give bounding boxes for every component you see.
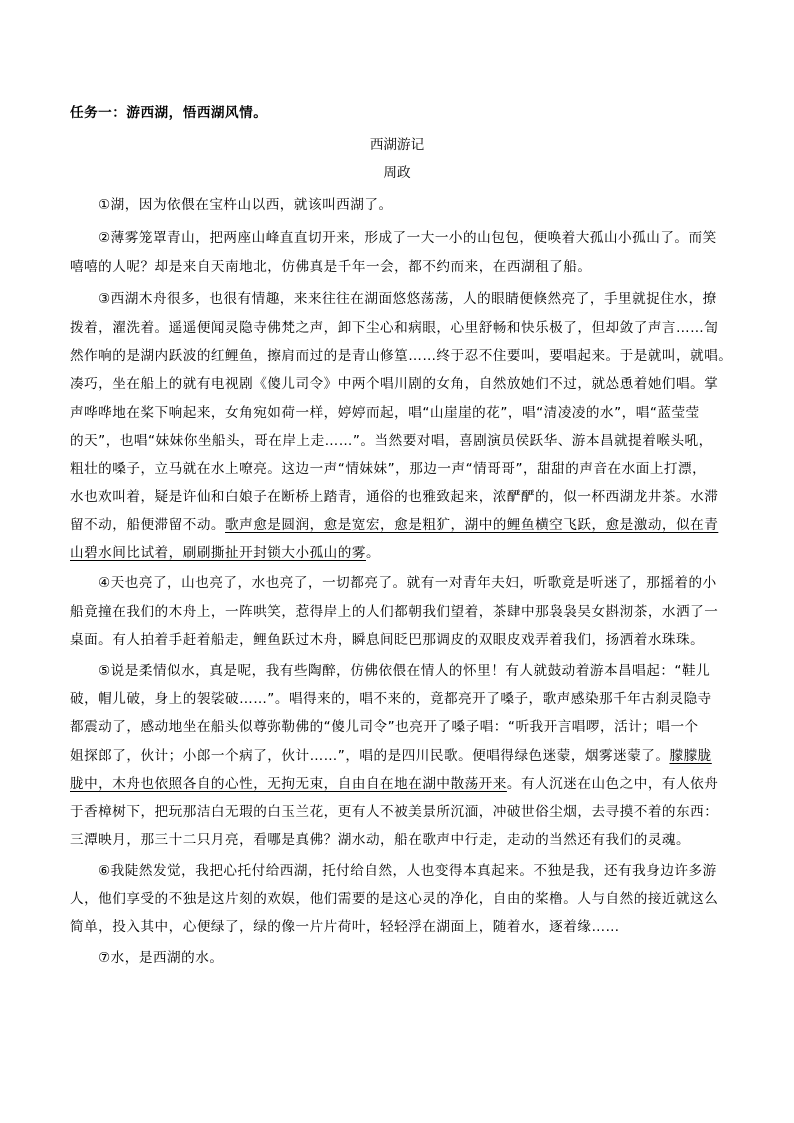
text-span: 人，他们享受的不独是这片刻的欢娱，他们需要的是这心灵的净化，自由的桨橹。人与自然的接近就这么: [70, 891, 719, 907]
text-line: [70, 318, 730, 338]
text-span: ②薄雾笼罩青山，把两座山峰直直切开来，形成了一大一小的山包包，便唤着大孤山小孤山了。而笑: [98, 230, 717, 246]
text-line: [70, 630, 730, 650]
text-span: 水也欢叫着，疑是许仙和白娘子在断桥上踏青，通俗的也雅致起来，浓酽酽的，似一杯西湖龙井茶。水滞: [70, 489, 719, 505]
text-line: [70, 717, 730, 737]
text-span: 声哗哗地在桨下响起来，女角宛如荷一样，婷婷而起，唱“山崖崖的花”，唱“清凌凌的水”，唱“蓝莹莹: [70, 405, 700, 421]
text-line: [70, 374, 730, 394]
text-line: [70, 917, 730, 937]
text-line: [70, 403, 730, 423]
text-span: 于香樟树下，把玩那洁白无瑕的白玉兰花，更有人不被美景所沉湎，冲破世俗尘烟，去寻摸不着的东西：: [70, 804, 719, 820]
underlined-text: 山碧水间比试着，刷刷撕扯开封锁大小孤山的雾: [70, 545, 366, 561]
text-line: [70, 774, 730, 794]
text-span: 简单，投入其中，心便绿了，绿的像一片片荷叶，轻轻浮在湖面上，随着水，逐着缘……: [70, 919, 620, 935]
text-span: 粗壮的嗓子，立马就在水上嘹亮。这边一声“情妹妹”，那边一声“情哥哥”，甜甜的声音在水面上打漂，: [70, 461, 707, 477]
text-span: 。: [365, 545, 381, 561]
text-span: ①湖，因为依偎在宝杵山以西，就该叫西湖了。: [98, 197, 393, 213]
text-line: [70, 948, 758, 968]
text-line: [70, 515, 730, 535]
text-line: [70, 228, 758, 248]
text-line: [70, 195, 758, 215]
underlined-text: 朦朦胧: [669, 748, 712, 764]
text-span: 船竟撞在我们的木舟上，一阵哄笑，惹得岸上的人们都朝我们望着，茶肆中那袅袅吴女斟沏茶，水洒了一: [70, 604, 719, 620]
text-span: ⑥我陡然发觉，我把心托付给西湖，托付给自然，人也变得本真起来。不独是我，还有我身边许多游: [98, 863, 717, 879]
text-span: 都震动了，感动地坐在船头似尊弥勒佛的“傻儿司令”也亮开了嗓子唱：“听我开言唱啰，活计；唱一个: [70, 719, 699, 735]
text-line: [70, 689, 730, 709]
text-span: 凑巧，坐在船上的就有电视剧《傻儿司令》中两个唱川剧的女角，自然放她们不过，就怂恿着她们唱。掌: [70, 376, 719, 392]
text-line: [70, 661, 758, 681]
text-line: [70, 889, 730, 909]
text-line: [70, 830, 730, 850]
text-span: ④天也亮了，山也亮了，水也亮了，一切都亮了。就有一对青年夫妇，听歌竟是听迷了，那摇着的小: [98, 575, 717, 591]
text-line: [70, 746, 730, 766]
text-line: [70, 431, 730, 451]
text-span: 的天”，也唱“妹妹你坐船头，哥在岸上走……”。当然要对唱，喜剧演员侯跃华、游本昌就提着喉头吼，: [70, 433, 713, 449]
text-span: 破，帽儿破，身上的袈裟破……”。唱得来的，唱不来的，竟都亮开了嗓子，歌声感染那千年古刹灵隐寺: [70, 691, 712, 707]
text-span: 拨着，濯洗着。遥遥便闻灵隐寺佛梵之声，卸下尘心和病眼，心里舒畅和快乐极了，但却敛了声言……訇: [70, 320, 719, 336]
article-author: 周政: [383, 165, 411, 181]
underlined-text: 歌声愈是圆润，愈是宽宏，愈是粗犷，湖中的鲤鱼横空飞跃，愈是激动，似在青: [225, 517, 719, 533]
text-line: [70, 573, 758, 593]
text-span: 留不动，船便滞留不动。: [70, 517, 226, 533]
text-span: 桌面。有人拍着手赶着船走，鲤鱼跃过木舟，瞬息间眨巴那调皮的双眼皮戏弄着我们，扬洒着水珠珠。: [70, 632, 705, 648]
text-line: [70, 346, 733, 366]
text-line: [70, 289, 758, 309]
text-span: 然作响的是湖内跃波的红鲤鱼，擦肩而过的是青山修篁……终于忍不住要叫，要唱起来。于是就叫，就唱。: [70, 348, 733, 364]
text-span: 。有人沉迷在山色之中，有人依舟: [506, 776, 719, 792]
text-line: [70, 543, 730, 563]
text-span: ③西湖木舟很多，也很有情趣，来来往往在湖面悠悠荡荡，人的眼睛便倏然亮了，手里就捉住水，撩: [98, 291, 717, 307]
text-span: 嘻嘻的人呢？却是来自天南地北，仿佛真是千年一会，都不约而来，在西湖租了船。: [70, 259, 592, 275]
task-heading: 任务一：游西湖，悟西湖风情。: [70, 105, 268, 121]
text-line: [70, 257, 730, 277]
text-span: 三潭映月，那三十二只月亮，看哪是真佛？湖水动，船在歌声中行走，走动的当然还有我们的灵魂。: [70, 832, 691, 848]
text-span: 姐探郎了，伙计；小郎一个病了，伙计……”，唱的是四川民歌。便唱得绿色迷蒙，烟雾迷蒙了。: [70, 748, 670, 764]
text-line: [70, 602, 730, 622]
text-line: [70, 802, 730, 822]
article-title: 西湖游记: [369, 137, 425, 153]
text-span: ⑦水，是西湖的水。: [98, 950, 224, 966]
text-line: [70, 861, 758, 881]
text-line: [70, 459, 730, 479]
text-span: ⑤说是柔情似水，真是呢，我有些陶醉，仿佛依偎在情人的怀里！有人就鼓动着游本昌唱起：“鞋儿: [98, 663, 711, 679]
underlined-text: 胧中，木舟也依照各自的心性，无拘无束，自由自在地在湖中散荡开来: [70, 776, 507, 792]
text-line: [70, 487, 730, 507]
